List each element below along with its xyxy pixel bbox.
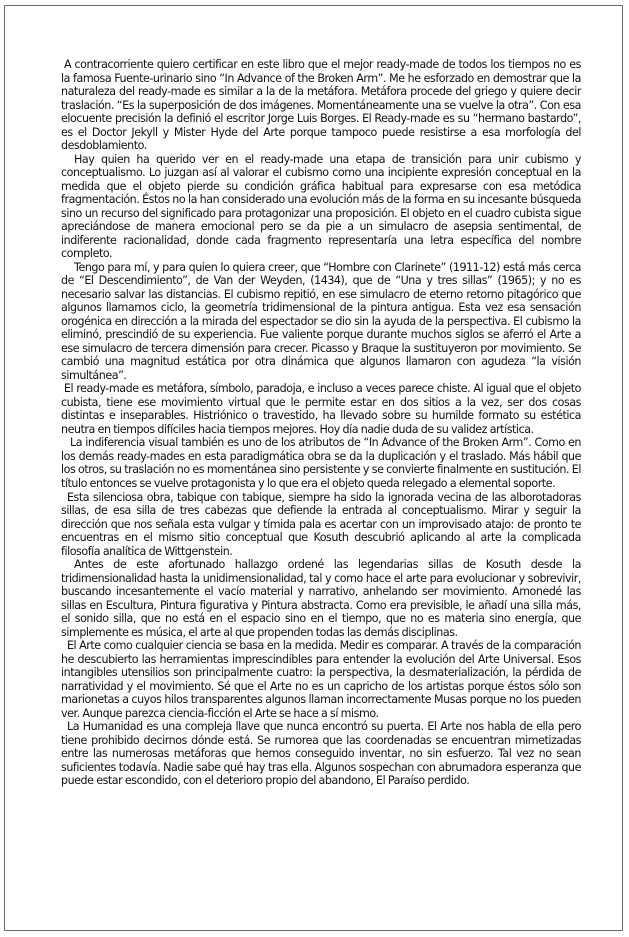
paragraph-8: El Arte como cualquier ciencia se basa en la medida. Medir es comparar. A través de la comparación he descubierto las herramientas imprescindibles para entender la evolución del Arte Universal. Esos intangibles utensilios son principalmente cuatro: la perspectiva, la desmaterialización, la pérdida de narratividad y el movimiento. Sé que el Arte no es un capricho de los artistas porque éstos sólo son marionetas a cuyos hilos transparentes algunos llaman incorrectamente Musas porque no los pueden ver. Aunque parezca ciencia-ficción el Arte se hace a sí mismo. [61, 639, 581, 720]
paragraph-1: A contracorriente quiero certificar en este libro que el mejor ready-made de todos los tiempos no es la famosa Fuente-urinario sino “In Advance of the Broken Arm”. Me he esforzado en demostrar que la naturaleza del ready-made es similar a la de la metáfora. Metáfora procede del griego y quiere decir traslación. “Es la superposición de dos imágenes. Momentáneamente una se vuelve la otra”. Con esa elocuente precisión la definió el escritor Jorge Luis Borges. El Ready-made es su “hermano bastardo”, es el Doctor Jekyll y Mister Hyde del Arte porque tampoco puede resistirse a esa morfología del desdoblamiento. [61, 58, 581, 153]
paragraph-2: Hay quien ha querido ver en el ready-made una etapa de transición para unir cubismo y conceptualismo. Lo juzgan así al valorar el cubismo como una incipiente expresión conceptual en la medida que el objeto pierde su condición gráfica habitual para expresarse con esa metódica fragmentación. Éstos no la han considerado una evolución más de la forma en su incesante búsqueda sino un recurso del significado para protagonizar una proposición. El objeto en el cuadro cubista sigue apreciándose de manera emocional pero se da pie a un simulacro de asepsia sentimental, de indiferente racionalidad, donde cada fragmento representaría una letra específica del nombre completo. [61, 152, 581, 261]
paragraph-3: Tengo para mí, y para quien lo quiera creer, que “Hombre con Clarinete” (1911-12) está más cerca de “El Descendimiento”, de Van der Weyden, (1434), que de “Una y tres sillas” (1965); y no es necesario salvar las distancias. El cubismo repitió, en ese simulacro de eterno retorno pitagórico que algunos llamamos ciclo, la geometría tridimensional de la pintura antigua. Esta vez esa sensación orogénica en dirección a la mirada del espectador se dio sin la ayuda de la perspectiva. El cubismo la eliminó, prescindió de su experiencia. Fue valiente porque durante muchos siglos se aferró el Arte a ese simulacro de tercera dimensión para crecer. Picasso y Braque la sustituyeron por movimiento. Se cambió una magnitud estática por otra dinámica que algunos llamaron con agudeza “la visión simultánea”. [61, 260, 581, 382]
page-frame [4, 5, 623, 931]
paragraph-7: Antes de este afortunado hallazgo ordené las legendarias sillas de Kosuth desde la tridimensionalidad hasta la unidimensionalidad, tal y como hace el arte para evolucionar y sobrevivir, buscando incesantemente el vacío material y narrativo, anhelando ser movimiento. Amonedé las sillas en Escultura, Pintura figurativa y Pintura abstracta. Como era previsible, le añadí una silla más, el sonido silla, que no está en el espacio sino en el tiempo, que no es materia sino energía, que simplemente es música, el arte al que propenden todas las demás disciplinas. [61, 558, 581, 639]
paragraph-4: El ready-made es metáfora, símbolo, paradoja, e incluso a veces parece chiste. Al igual que el objeto cubista, tiene ese movimiento virtual que le permite estar en dos sitios a la vez, ser dos cosas distintas e inseparables. Histriónico o travestido, ha llevado sobre su humilde formato su estética neutra en tiempos difíciles hacia tiempos mejores. Hoy día nadie duda de su validez artística. [61, 382, 581, 436]
body-text [61, 58, 581, 788]
paragraph-9: La Humanidad es una compleja llave que nunca encontró su puerta. El Arte nos habla de ella pero tiene prohibido decirnos dónde está. Se rumorea que las coordenadas se encuentran mimetizadas entre las numerosas metáforas que hemos conseguido inventar, no sin esfuerzo. Tal vez no sean suficientes todavía. Nadie sabe qué hay tras ella. Algunos sospechan con abrumadora esperanza que puede estar escondido, con el deterioro propio del abandono, El Paraíso perdido. [61, 720, 581, 788]
paragraph-5: La indiferencia visual también es uno de los atributos de “In Advance of the Broken Arm”. Como en los demás ready-mades en esta paradigmática obra se da la duplicación y el traslado. Más hábil que los otros, su traslación no es momentánea sino persistente y se convierte finalmente en sustitución. El título entonces se vuelve protagonista y lo que era el objeto queda relegado a elemental soporte. [61, 436, 581, 490]
paragraph-6: Esta silenciosa obra, tabique con tabique, siempre ha sido la ignorada vecina de las alborotadoras sillas, de esa silla de tres cabezas que defiende la entrada al conceptualismo. Mirar y seguir la dirección que nos señala esta vulgar y tímida pala es acertar con un improvisado atajo: de pronto te encuentras en el mismo sitio conceptual que Kosuth descubrió aplicando al arte la complicada filosofía analítica de Wittgenstein. [61, 490, 581, 558]
